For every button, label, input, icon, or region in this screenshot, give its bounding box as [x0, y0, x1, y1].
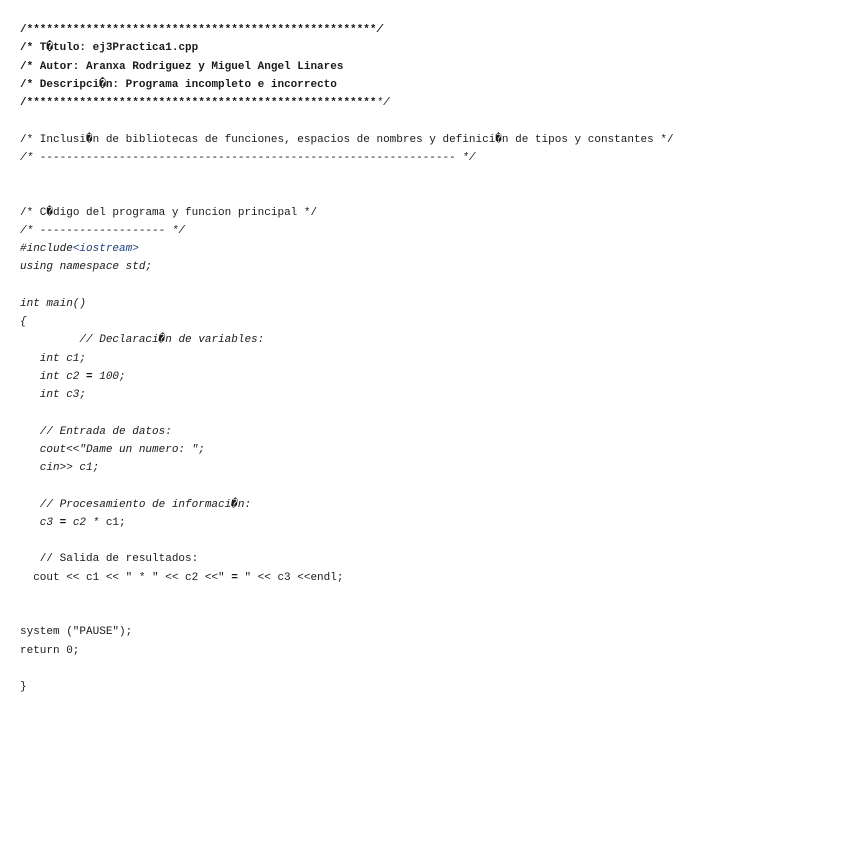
code-line — [20, 76, 674, 94]
code-line — [20, 94, 674, 112]
code-line — [20, 441, 674, 459]
code-token: /***************************************************** — [20, 24, 377, 36]
code-token: int main() — [20, 297, 87, 310]
code-token: /***************************************************** — [20, 97, 377, 109]
code-token: cout << c1 << " * " << c2 <<" — [20, 571, 232, 584]
code-line — [20, 404, 674, 422]
code-token: } — [20, 681, 27, 693]
code-line — [20, 295, 674, 313]
code-token: / — [376, 24, 384, 36]
code-token: /* T�tulo: ej3Practica1.cpp — [20, 42, 199, 55]
code-line — [20, 185, 674, 203]
code-line — [20, 222, 674, 240]
code-token: cin>> c1; — [20, 462, 100, 474]
code-line — [20, 258, 674, 276]
code-token: /* C�digo del programa y funcion principal */ — [20, 206, 318, 219]
code-line — [20, 240, 674, 258]
code-line — [20, 514, 674, 532]
code-token: // Declaraci�n de variables: — [20, 334, 265, 347]
code-token: #include — [20, 243, 73, 255]
code-line — [20, 368, 674, 386]
code-line — [20, 642, 674, 660]
code-token: <iostream> — [72, 243, 139, 255]
code-token: c2 * — [66, 516, 106, 529]
code-token: int c1; — [20, 352, 87, 365]
code-line — [20, 605, 674, 623]
code-line — [20, 660, 674, 678]
code-token: return 0; — [20, 644, 80, 657]
code-token: system ("PAUSE"); — [20, 626, 133, 639]
code-token: = — [86, 370, 93, 383]
code-line — [20, 21, 674, 39]
code-line — [20, 39, 674, 57]
code-line — [20, 386, 674, 404]
code-token: { — [20, 316, 27, 328]
code-line — [20, 350, 674, 368]
code-line — [20, 532, 674, 550]
code-token: = — [59, 516, 67, 529]
code-listing — [20, 21, 674, 696]
code-line — [20, 277, 674, 295]
code-line — [20, 331, 674, 349]
code-token: /* Inclusi�n de bibliotecas de funciones, espacios de nombres y definici�n de tipos y constantes */ — [20, 133, 674, 146]
code-token: 100; — [92, 370, 126, 383]
code-line — [20, 131, 674, 149]
code-token: /* --------------------------------------------------------------- */ — [20, 151, 476, 164]
code-line — [20, 477, 674, 495]
code-line — [20, 550, 674, 568]
code-token: /* ------------------- */ — [20, 224, 186, 237]
code-line — [20, 112, 674, 130]
code-token: " << c3 <<endl; — [237, 571, 344, 584]
code-line — [20, 459, 674, 477]
code-token: */ — [376, 97, 390, 109]
code-token: // Salida de resultados: — [20, 553, 199, 566]
code-token: using namespace std; — [20, 261, 153, 274]
code-line — [20, 167, 674, 185]
code-token: int c3; — [20, 389, 87, 401]
code-line — [20, 569, 674, 587]
code-line — [20, 204, 674, 222]
code-token: // Procesamiento de informaci�n: — [20, 498, 252, 511]
code-line — [20, 587, 674, 605]
code-token: int c2 — [20, 370, 87, 383]
code-line — [20, 678, 674, 696]
code-token: c3 — [20, 516, 60, 529]
code-line — [20, 58, 674, 76]
code-line — [20, 149, 674, 167]
code-token: cout<<"Dame un numero: "; — [20, 443, 205, 456]
code-line — [20, 623, 674, 641]
code-token: /* Descripci�n: Programa incompleto e incorrecto — [20, 78, 337, 91]
code-line — [20, 313, 674, 331]
code-token: c1; — [105, 516, 126, 529]
code-line — [20, 423, 674, 441]
code-token: // Entrada de datos: — [20, 425, 172, 438]
code-token: = — [231, 571, 238, 584]
code-line — [20, 496, 674, 514]
code-token: /* Autor: Aranxa Rodriguez y Miguel Angel Linares — [20, 60, 344, 73]
